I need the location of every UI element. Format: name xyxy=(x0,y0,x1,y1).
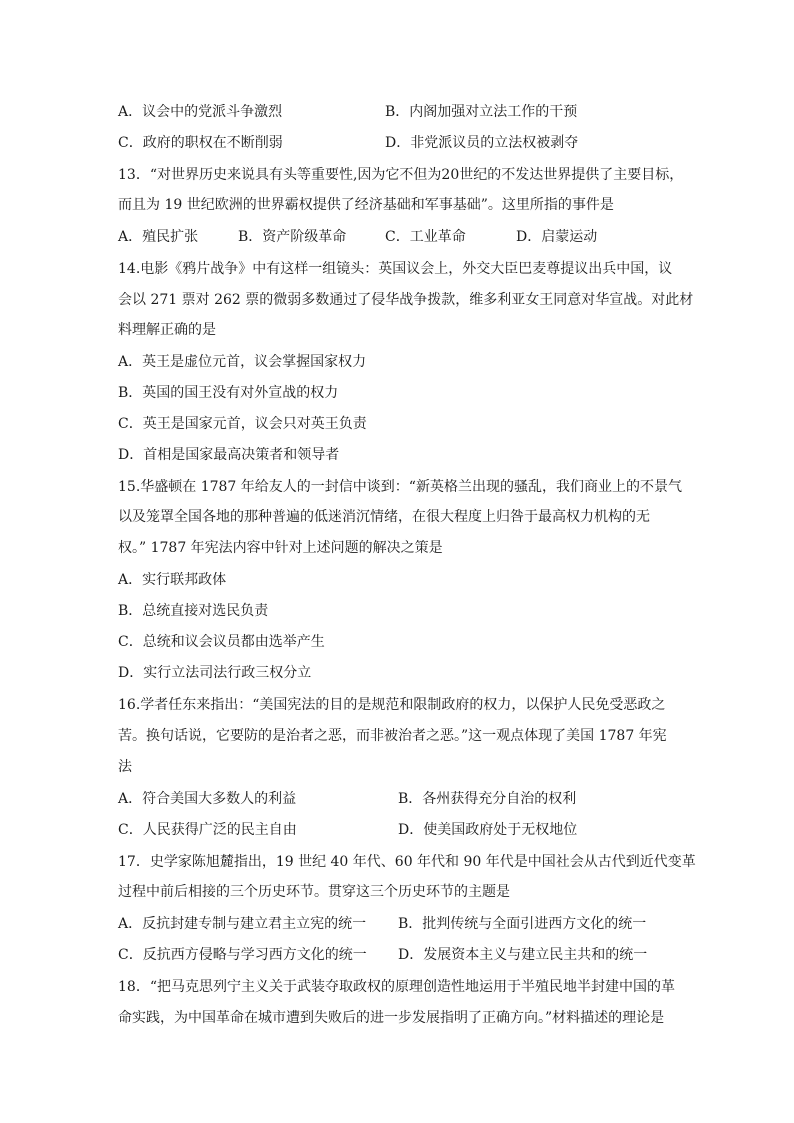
q12-option-a[interactable]: A．议会中的党派斗争激烈 xyxy=(118,104,283,120)
q14-stem-line-2: 会以 271 票对 262 票的微弱多数通过了侵华战争拨款，维多利亚女王同意对华宣战。对此材 xyxy=(118,292,694,308)
q15-stem-line-3: 权。” 1787 年宪法内容中针对上述问题的解决之策是 xyxy=(118,540,443,556)
q12-option-c[interactable]: C．政府的职权在不断削弱 xyxy=(118,135,283,151)
q15-option-c[interactable]: C．总统和议会议员都由选举产生 xyxy=(118,634,325,650)
q14-option-d[interactable]: D．首相是国家最高决策者和领导者 xyxy=(118,447,340,463)
q17-option-d[interactable]: D．发展资本主义与建立民主共和的统一 xyxy=(398,947,648,963)
q17-stem-line-2: 过程中前后相接的三个历史环节。贯穿这三个历史环节的主题是 xyxy=(118,884,510,900)
q12-option-b[interactable]: B．内阁加强对立法工作的干预 xyxy=(385,104,578,120)
q14-stem-line-1: 14.电影《鸦片战争》中有这样一组镜头：英国议会上，外交大臣巴麦尊提议出兵中国，议 xyxy=(118,261,673,277)
q14-stem-line-3: 料理解正确的是 xyxy=(118,322,216,338)
q15-stem-line-1: 15.华盛顿在 1787 年给友人的一封信中谈到：“新英格兰出现的骚乱，我们商业上的不景气 xyxy=(118,479,682,495)
q16-stem-line-2: 苦。换句话说，它要防的是治者之恶，而非被治者之恶。”这一观点体现了美国 1787 年宪 xyxy=(118,728,667,744)
q17-option-b[interactable]: B．批判传统与全面引进西方文化的统一 xyxy=(398,916,647,932)
q14-option-b[interactable]: B．英国的国王没有对外宣战的权力 xyxy=(118,385,339,401)
q13-stem-line-1: 13．“对世界历史来说具有头等重要性,因为它不但为20世纪的不发达世界提供了主要目标， xyxy=(118,167,684,183)
q18-stem-line-2: 命实践，为中国革命在城市遭到失败后的进一步发展指明了正确方向。”材料描述的理论是 xyxy=(118,1010,665,1026)
q18-stem-line-1: 18．“把马克思列宁主义关于武装夺取政权的原理创造性地运用于半殖民地半封建中国的革 xyxy=(118,979,675,995)
q13-option-c[interactable]: C．工业革命 xyxy=(385,229,466,245)
q14-option-a[interactable]: A．英王是虚位元首，议会掌握国家权力 xyxy=(118,354,367,370)
q16-option-b[interactable]: B．各州获得充分自治的权利 xyxy=(398,791,577,807)
q15-option-d[interactable]: D．实行立法司法行政三权分立 xyxy=(118,665,312,681)
q16-stem-line-1: 16.学者任东来指出：“美国宪法的目的是规范和限制政府的权力，以保护人民免受恶政之 xyxy=(118,697,666,713)
q15-stem-line-2: 以及笼罩全国各地的那种普遍的低迷消沉情绪，在很大程度上归咎于最高权力机构的无 xyxy=(118,509,650,525)
q15-option-b[interactable]: B．总统直接对选民负责 xyxy=(118,603,269,619)
q16-option-a[interactable]: A．符合美国大多数人的利益 xyxy=(118,791,297,807)
q14-option-c[interactable]: C．英王是国家元首，议会只对英王负责 xyxy=(118,416,367,432)
q12-option-d[interactable]: D．非党派议员的立法权被剥夺 xyxy=(385,135,579,151)
q13-option-a[interactable]: A．殖民扩张 xyxy=(118,229,199,245)
q16-option-d[interactable]: D．使美国政府处于无权地位 xyxy=(398,822,578,838)
q13-stem-line-2: 而且为 19 世纪欧洲的世界霸权提供了经济基础和军事基础”。这里所指的事件是 xyxy=(118,197,614,213)
q16-stem-line-3: 法 xyxy=(118,759,132,775)
q15-option-a[interactable]: A．实行联邦政体 xyxy=(118,572,227,588)
q16-option-c[interactable]: C．人民获得广泛的民主自由 xyxy=(118,822,297,838)
q17-option-c[interactable]: C．反抗西方侵略与学习西方文化的统一 xyxy=(118,947,367,963)
q17-option-a[interactable]: A．反抗封建专制与建立君主立宪的统一 xyxy=(118,916,367,932)
q17-stem-line-1: 17．史学家陈旭麓指出，19 世纪 40 年代、60 年代和 90 年代是中国社会从古代到近代变革 xyxy=(118,854,696,870)
q13-option-d[interactable]: D．启蒙运动 xyxy=(516,229,598,245)
q13-option-b[interactable]: B．资产阶级革命 xyxy=(238,229,347,245)
